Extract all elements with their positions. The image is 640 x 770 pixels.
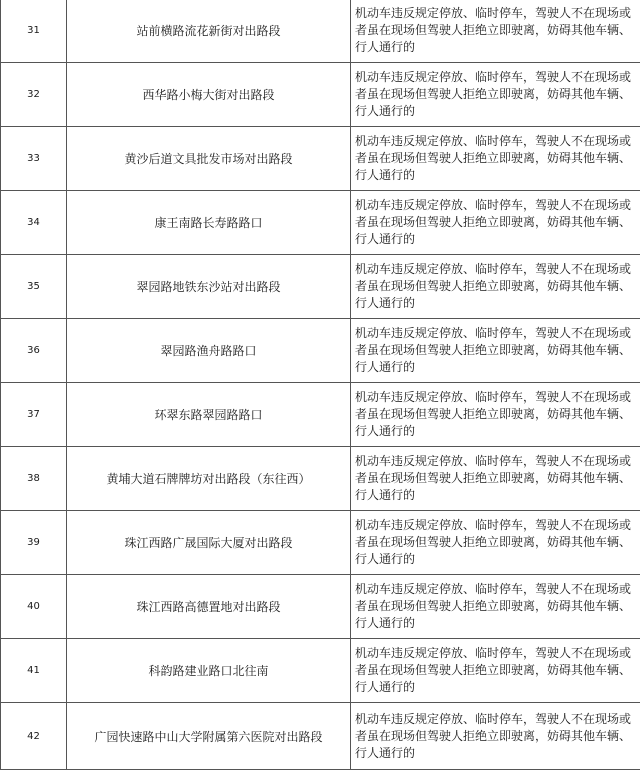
row-number: 42	[1, 703, 67, 770]
violation-cell: 机动车违反规定停放、临时停车，驾驶人不在现场或者虽在现场但驾驶人拒绝立即驶离，妨碍其他车辆、行人通行的	[351, 447, 640, 511]
violation-cell: 机动车违反规定停放、临时停车，驾驶人不在现场或者虽在现场但驾驶人拒绝立即驶离，妨碍其他车辆、行人通行的	[351, 319, 640, 383]
table-row	[1, 639, 640, 703]
row-number: 40	[1, 575, 67, 639]
row-number: 33	[1, 127, 67, 191]
row-number: 35	[1, 255, 67, 319]
violation-cell: 机动车违反规定停放、临时停车，驾驶人不在现场或者虽在现场但驾驶人拒绝立即驶离，妨碍其他车辆、行人通行的	[351, 0, 640, 63]
location-cell: 珠江西路高德置地对出路段	[67, 575, 351, 639]
location-cell: 站前横路流花新街对出路段	[67, 0, 351, 63]
table-row	[1, 447, 640, 511]
table-row	[1, 255, 640, 319]
table-row	[1, 575, 640, 639]
row-number: 36	[1, 319, 67, 383]
location-cell: 西华路小梅大街对出路段	[67, 63, 351, 127]
location-cell: 翠园路渔舟路路口	[67, 319, 351, 383]
location-cell: 科韵路建业路口北往南	[67, 639, 351, 703]
location-cell: 环翠东路翠园路路口	[67, 383, 351, 447]
location-cell: 黄埔大道石牌牌坊对出路段（东往西）	[67, 447, 351, 511]
violation-cell: 机动车违反规定停放、临时停车，驾驶人不在现场或者虽在现场但驾驶人拒绝立即驶离，妨碍其他车辆、行人通行的	[351, 127, 640, 191]
violation-cell: 机动车违反规定停放、临时停车，驾驶人不在现场或者虽在现场但驾驶人拒绝立即驶离，妨碍其他车辆、行人通行的	[351, 703, 640, 770]
row-number: 38	[1, 447, 67, 511]
table-row	[1, 319, 640, 383]
table-row	[1, 703, 640, 770]
location-cell: 翠园路地铁东沙站对出路段	[67, 255, 351, 319]
violation-cell: 机动车违反规定停放、临时停车，驾驶人不在现场或者虽在现场但驾驶人拒绝立即驶离，妨碍其他车辆、行人通行的	[351, 383, 640, 447]
violation-cell: 机动车违反规定停放、临时停车，驾驶人不在现场或者虽在现场但驾驶人拒绝立即驶离，妨碍其他车辆、行人通行的	[351, 255, 640, 319]
table-row	[1, 127, 640, 191]
row-number: 31	[1, 0, 67, 63]
row-number: 37	[1, 383, 67, 447]
table-row	[1, 191, 640, 255]
location-cell: 黄沙后道文具批发市场对出路段	[67, 127, 351, 191]
table-row	[1, 383, 640, 447]
violation-cell: 机动车违反规定停放、临时停车，驾驶人不在现场或者虽在现场但驾驶人拒绝立即驶离，妨碍其他车辆、行人通行的	[351, 63, 640, 127]
row-number: 32	[1, 63, 67, 127]
violation-cell: 机动车违反规定停放、临时停车，驾驶人不在现场或者虽在现场但驾驶人拒绝立即驶离，妨碍其他车辆、行人通行的	[351, 191, 640, 255]
violation-cell: 机动车违反规定停放、临时停车，驾驶人不在现场或者虽在现场但驾驶人拒绝立即驶离，妨碍其他车辆、行人通行的	[351, 639, 640, 703]
table-row	[1, 511, 640, 575]
violation-cell: 机动车违反规定停放、临时停车，驾驶人不在现场或者虽在现场但驾驶人拒绝立即驶离，妨碍其他车辆、行人通行的	[351, 575, 640, 639]
row-number: 39	[1, 511, 67, 575]
location-cell: 珠江西路广晟国际大厦对出路段	[67, 511, 351, 575]
table-row	[1, 0, 640, 63]
location-cell: 康王南路长寿路路口	[67, 191, 351, 255]
table-row	[1, 63, 640, 127]
location-cell: 广园快速路中山大学附属第六医院对出路段	[67, 703, 351, 770]
violation-cell: 机动车违反规定停放、临时停车，驾驶人不在现场或者虽在现场但驾驶人拒绝立即驶离，妨碍其他车辆、行人通行的	[351, 511, 640, 575]
row-number: 34	[1, 191, 67, 255]
row-number: 41	[1, 639, 67, 703]
